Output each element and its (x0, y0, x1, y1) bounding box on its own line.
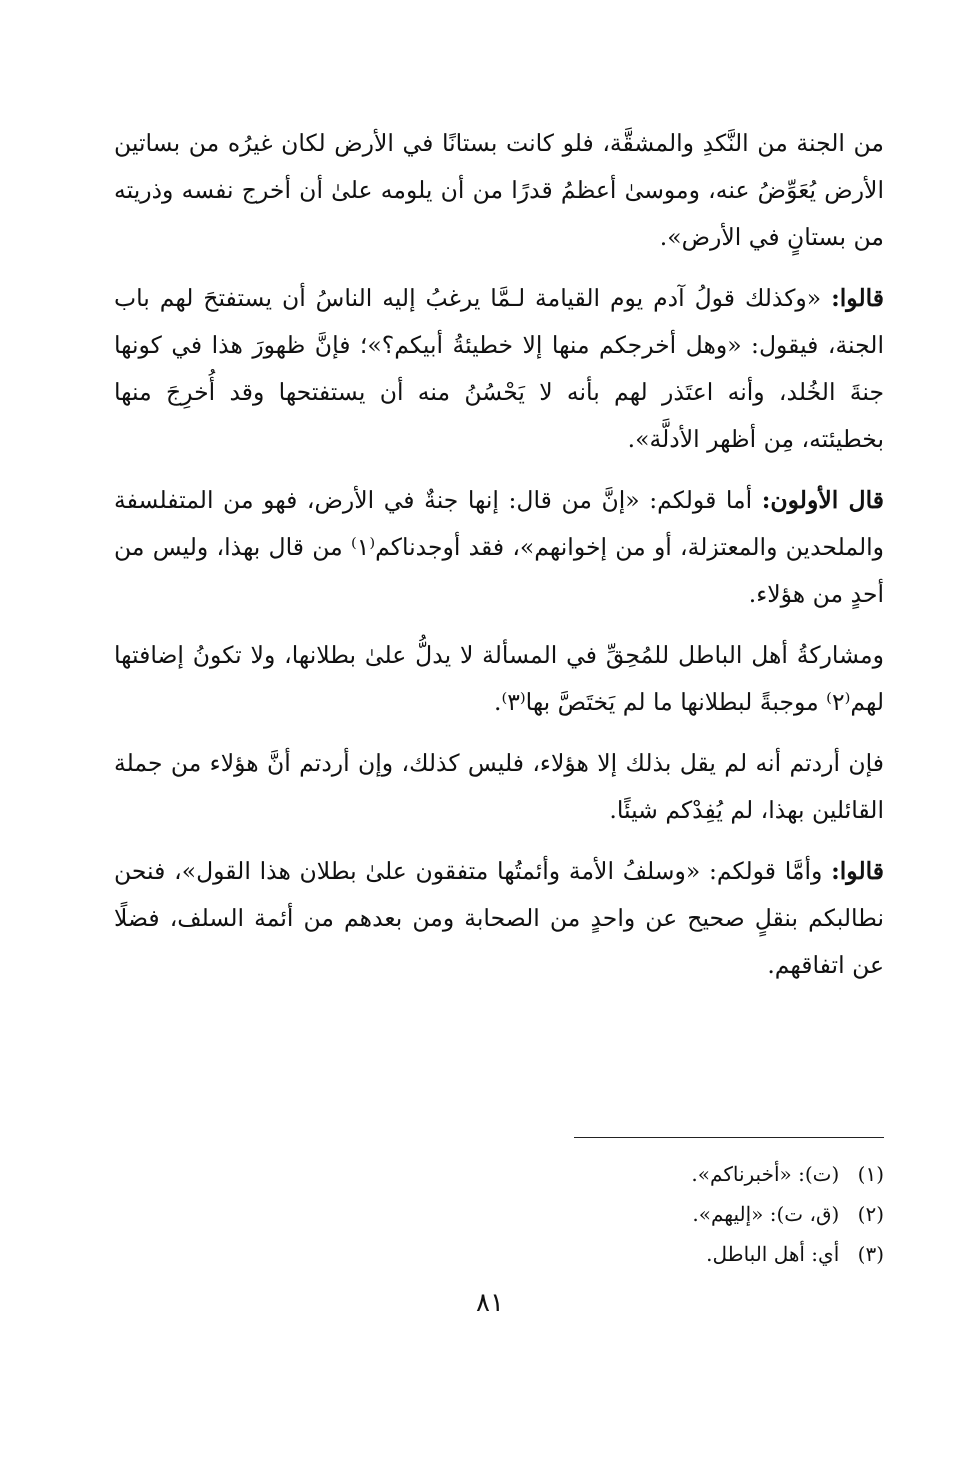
paragraph-lead: قال الأولون: (761, 486, 884, 514)
paragraph-3 (114, 477, 884, 618)
footnote-1 (384, 1154, 884, 1194)
footnote-number: (١) (857, 1162, 884, 1186)
paragraph-4 (114, 632, 884, 726)
paragraph-lead: قالوا: (831, 284, 884, 312)
paragraph-6 (114, 848, 884, 989)
footnote-3 (384, 1234, 884, 1274)
page-number: ٨١ (476, 1288, 504, 1318)
paragraph-text: «وكذلك قولُ آدم يوم القيامة لـمَّا يرغبُ إليه الناسُ أن يستفتحَ لهم باب الجنة، فيقول: «وهل أخرجكم منها إلا خطيئةُ أبيكم؟»؛ فإنَّ ظهورَ هذا في كونها جنةَ الخُلد، وأنه اعتَذر لهم بأنه لا يَحْسُنُ منه أن يستفتحها وقد أُخرِجَ منها بخطيئته، مِن أظهر الأدلَّة». (114, 284, 884, 453)
paragraph-2 (114, 275, 884, 463)
paragraph-text: وأمَّا قولكم: «وسلفُ الأمة وأئمتُها متفقون علىٰ بطلان هذا القول»، فنحن نطالبكم بنقلٍ صحيح عن واحدٍ من الصحابة ومن بعدهم من أئمة السلف، فضلًا عن اتفاقهم. (114, 857, 884, 979)
footnote-2 (384, 1194, 884, 1234)
footnote-text: أي: أهل الباطل. (706, 1242, 840, 1266)
footnote-text: (ت): «أخبرناكم». (691, 1162, 840, 1186)
paragraph-5 (114, 740, 884, 834)
main-text (114, 120, 884, 1003)
footnote-number: (٣) (857, 1242, 884, 1266)
footnote-number: (٢) (857, 1202, 884, 1226)
paragraph-text: ومشاركةُ أهل الباطل للمُحِقِّ في المسألة لا يدلُّ علىٰ بطلانها، ولا تكونُ إضافتها لهم⁽٢⁾ موجبةً لبطلانها ما لم يَختَصَّ بها⁽٣⁾. (114, 641, 884, 716)
footnotes (384, 1154, 884, 1274)
footnote-divider (574, 1137, 884, 1138)
paragraph-lead: قالوا: (831, 857, 884, 885)
paragraph-1 (114, 120, 884, 261)
footnote-text: (ق، ت): «إليهم». (692, 1202, 840, 1226)
paragraph-text: أما قولكم: «إنَّ من قال: إنها جنةٌ في الأرض، فهو من المتفلسفة والملحدين والمعتزلة، أو من إخوانهم»، فقد أوجدناكم⁽١⁾ من قال بهذا، وليس من أحدٍ من هؤلاء. (114, 486, 884, 608)
paragraph-text: من الجنة من النَّكدِ والمشقَّة، فلو كانت بستانًا في الأرض لكان غيرُه من بساتين الأرض يُعَوِّضُ عنه، وموسىٰ أعظمُ قدرًا من أن يلومه علىٰ أن أخرج نفسه وذريته من بستانٍ في الأرض». (114, 129, 884, 251)
paragraph-text: فإن أردتم أنه لم يقل بذلك إلا هؤلاء، فليس كذلك، وإن أردتم أنَّ هؤلاء من جملة القائلين بهذا، لم يُفِدْكم شيئًا. (114, 749, 884, 824)
